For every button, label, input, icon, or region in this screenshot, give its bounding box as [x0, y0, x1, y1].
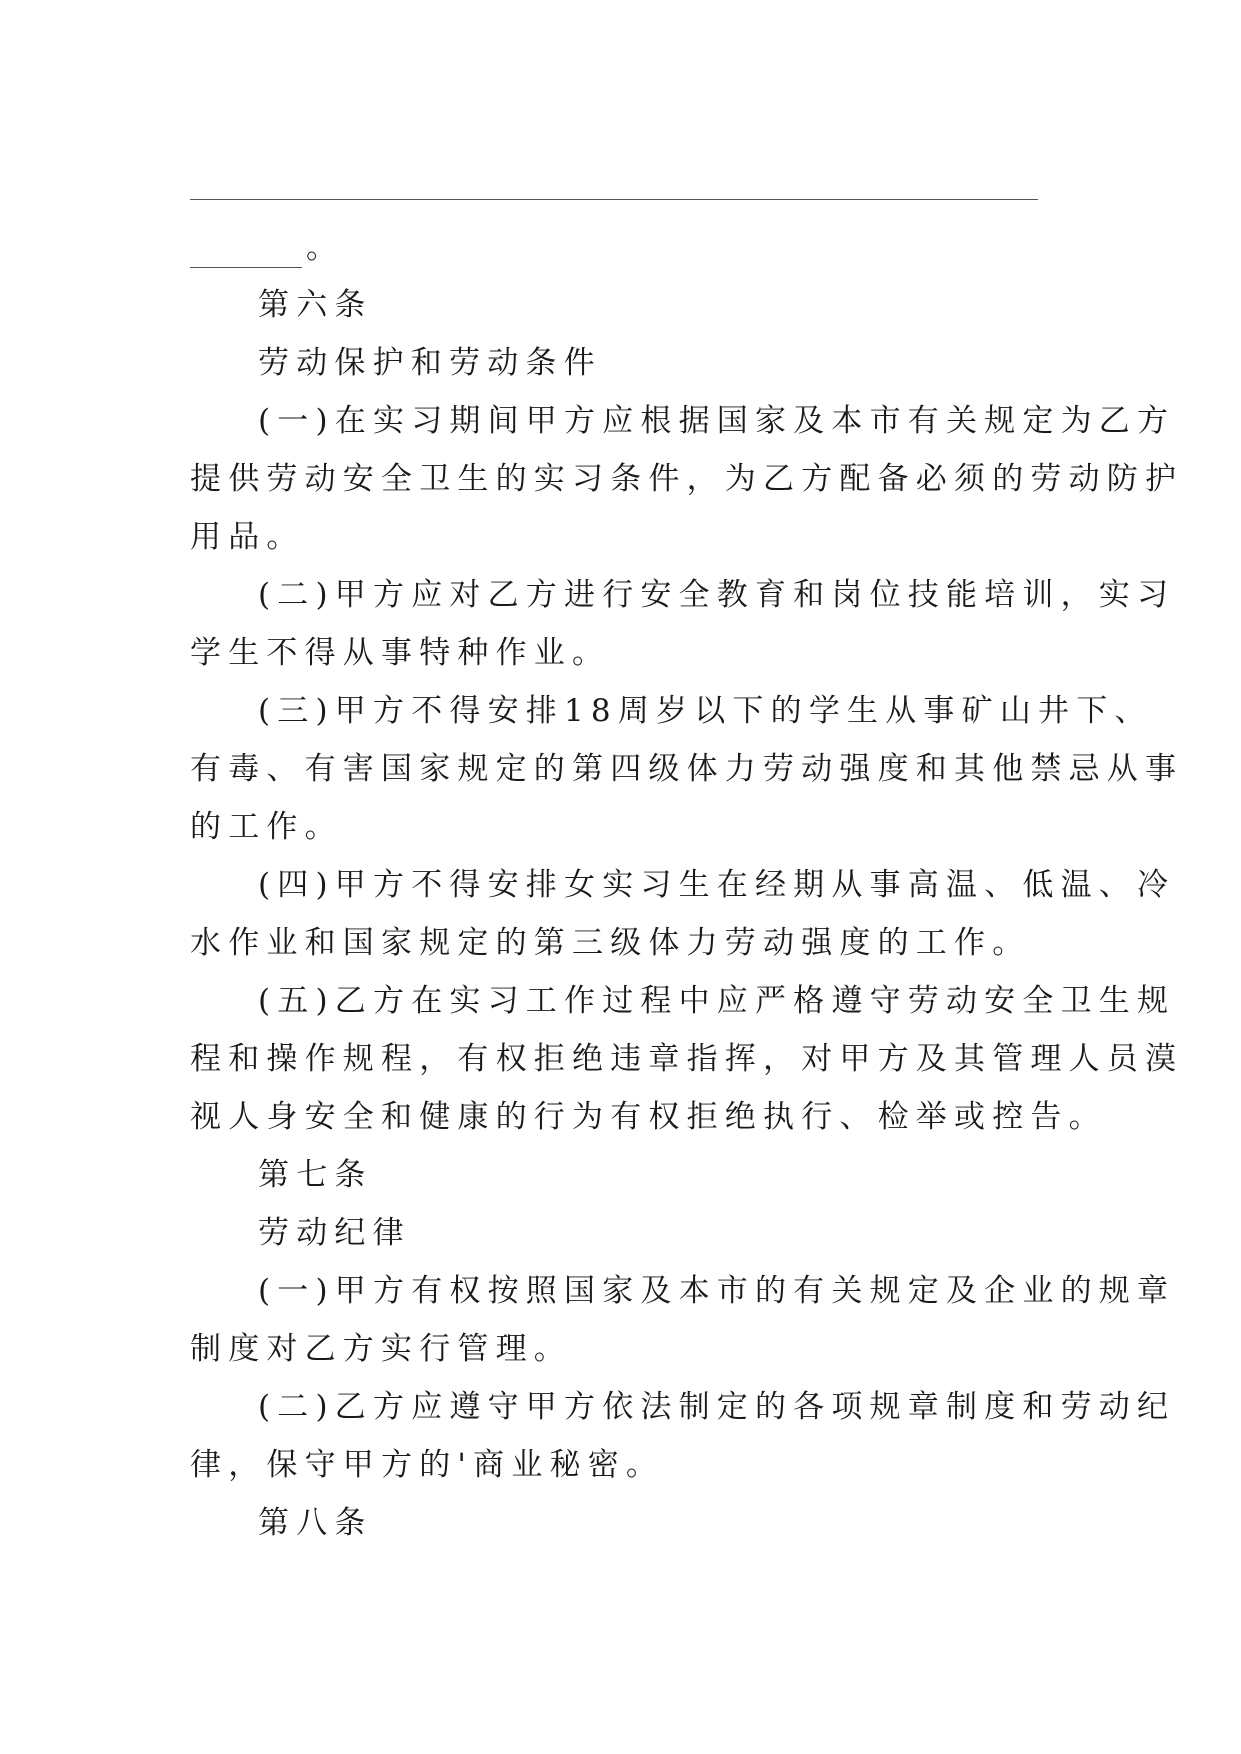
text-line: 制度对乙方实行管理。 — [190, 1331, 572, 1367]
text-line: 第八条 — [258, 1505, 373, 1541]
text-line: (五)乙方在实习工作过程中应严格遵守劳动安全卫生规 — [258, 983, 1176, 1019]
text-line: 视人身安全和健康的行为有权拒绝执行、检举或控告。 — [190, 1099, 1107, 1135]
text-line: 提供劳动安全卫生的实习条件，为乙方配备必须的劳动防护 — [190, 461, 1184, 497]
tail-punctuation: 。 — [306, 230, 337, 266]
text-line: 劳动纪律 — [258, 1215, 411, 1251]
text-line: 第七条 — [258, 1157, 373, 1193]
text-line: 程和操作规程，有权拒绝违章指挥，对甲方及其管理人员漠 — [190, 1041, 1184, 1077]
text-line: (四)甲方不得安排女实习生在经期从事高温、低温、冷 — [258, 867, 1176, 903]
blank-underline — [190, 237, 302, 268]
text-line: (三)甲方不得安排18周岁以下的学生从事矿山井下、 — [258, 693, 1153, 729]
text-line: 有毒、有害国家规定的第四级体力劳动强度和其他禁忌从事 — [190, 751, 1184, 787]
text-line: (二)乙方应遵守甲方依法制定的各项规章制度和劳动纪 — [258, 1389, 1176, 1425]
text-line: (一)在实习期间甲方应根据国家及本市有关规定为乙方 — [258, 403, 1176, 439]
blank-fill-tail — [190, 228, 337, 268]
text-line: 劳动保护和劳动条件 — [258, 345, 602, 381]
text-line: (二)甲方应对乙方进行安全教育和岗位技能培训，实习 — [258, 577, 1176, 613]
text-line: 用品。 — [190, 519, 305, 555]
blank-fill-line — [190, 199, 1038, 200]
text-line: 的工作。 — [190, 809, 343, 845]
document-body — [190, 276, 1184, 1552]
text-line: 第六条 — [258, 287, 373, 323]
text-line: 水作业和国家规定的第三级体力劳动强度的工作。 — [190, 925, 1031, 961]
text-line: (一)甲方有权按照国家及本市的有关规定及企业的规章 — [258, 1273, 1176, 1309]
text-line: 律，保守甲方的'商业秘密。 — [190, 1447, 665, 1483]
text-line: 学生不得从事特种作业。 — [190, 635, 611, 671]
